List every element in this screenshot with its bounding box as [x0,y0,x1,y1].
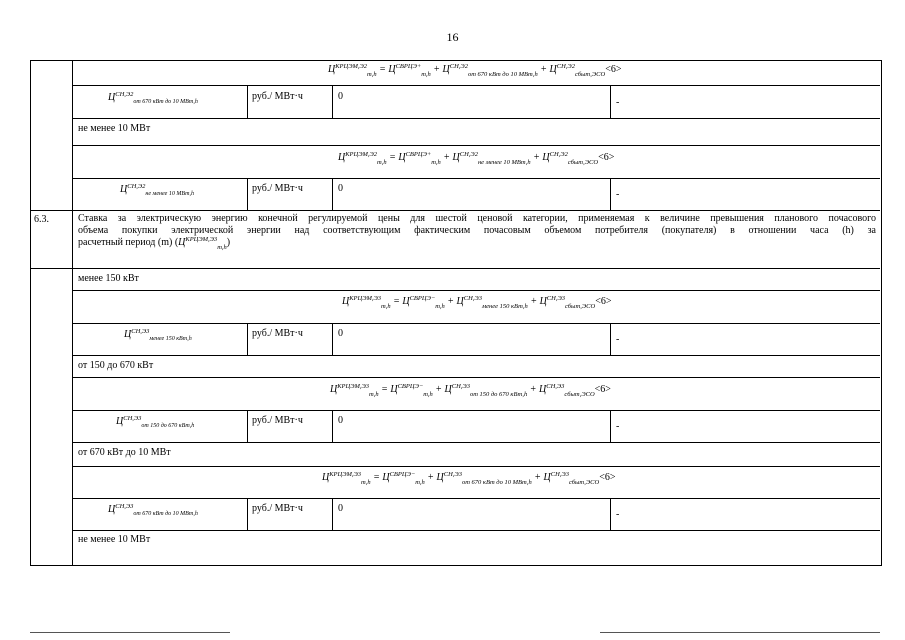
page-number: 16 [446,30,459,44]
scan-edge-line [600,632,880,633]
row-divider [30,210,880,211]
col-divider [247,323,248,355]
col-divider [247,498,248,530]
col-divider [332,178,333,210]
formula-e2-670-10: $Ц^{КРЦЭМ,Э2}_{m,h} = Ц^{СВРЦЭ+}_{m,h} + Ц^{СН,Э2}_{от 670 кВт до 10 МВт,h} + Ц^{СН,Э2}_{сбыт,ЭСО}<6>$ [328,63,622,78]
formula-e3-670-10: $Ц^{КРЦЭМ,Э3}_{m,h} = Ц^{СВРЦЭ-}_{m,h} + Ц^{СН,Э3}_{от 670 кВт до 10 МВт,h} + Ц^{СН,Э3}_{сбыт,ЭСО}<6>$ [322,471,616,486]
col-divider [247,410,248,442]
group-label: менее 150 кВт [78,273,139,284]
scan-edge-line [30,632,230,633]
dash-cell: - [616,509,620,520]
section-description: Ставка за электрическую энергию конечной регулируемой цены для шестой ценовой категории, применяемая к величине превышения планового почасового объема покупки электрической энергии над соответствующим фактическим почасовым объемом потребителя (покупателя) в отношении часа (h) за расчетный период (m) $(Ц^{КРЦЭМ,Э3}_{m,h})$ [78,213,876,251]
col-divider [332,323,333,355]
value-cell: 0 [338,183,343,194]
group-label: не менее 10 МВт [78,534,151,545]
value-cell: 0 [338,91,343,102]
unit-label: руб./ МВт·ч [252,503,303,514]
row-divider [72,290,880,291]
dash-cell: - [616,189,620,200]
row-divider [72,118,880,119]
row-divider [72,530,880,531]
col-divider [610,323,611,355]
col-divider [332,85,333,118]
tariff-symbol: $Ц^{СН,Э3}_{менее 150 кВт,h}$ [124,328,192,342]
col-divider-number [72,60,73,565]
col-divider [610,410,611,442]
row-divider [72,178,880,179]
group-label: не менее 10 МВт [78,123,151,134]
col-divider [610,498,611,530]
row-divider [72,355,880,356]
group-label: от 670 кВт до 10 МВт [78,447,171,458]
section-number: 6.3. [34,214,49,225]
value-cell: 0 [338,328,343,339]
row-divider [72,442,880,443]
row-divider [72,323,880,324]
row-divider [72,466,880,467]
col-divider [247,178,248,210]
tariff-symbol: $Ц^{СН,Э3}_{от 670 кВт до 10 МВт,h}$ [108,503,198,517]
unit-label: руб./ МВт·ч [252,328,303,339]
formula-e2-10: $Ц^{КРЦЭМ,Э2}_{m,h} = Ц^{СВРЦЭ+}_{m,h} + Ц^{СН,Э2}_{не менее 10 МВт,h} + Ц^{СН,Э2}_{сбыт,ЭСО}<6>$ [338,151,615,166]
row-divider [72,410,880,411]
dash-cell: - [616,334,620,345]
col-divider [247,85,248,118]
col-divider [610,178,611,210]
col-divider [332,410,333,442]
row-divider [72,145,880,146]
tariff-symbol: $Ц^{СН,Э2}_{не менее 10 МВт,h}$ [120,183,195,197]
row-divider [72,498,880,499]
dash-cell: - [616,421,620,432]
row-divider [72,85,880,86]
dash-cell: - [616,97,620,108]
col-divider [610,85,611,118]
tariff-symbol: $Ц^{СН,Э3}_{от 150 до 670 кВт,h}$ [116,415,195,429]
unit-label: руб./ МВт·ч [252,415,303,426]
row-divider [72,377,880,378]
formula-e3-150: $Ц^{КРЦЭМ,Э3}_{m,h} = Ц^{СВРЦЭ-}_{m,h} + Ц^{СН,Э3}_{менее 150 кВт,h} + Ц^{СН,Э3}_{сбыт,ЭСО}<6>$ [342,295,612,310]
value-cell: 0 [338,503,343,514]
unit-label: руб./ МВт·ч [252,91,303,102]
formula-e3-150-670: $Ц^{КРЦЭМ,Э3}_{m,h} = Ц^{СВРЦЭ-}_{m,h} + Ц^{СН,Э3}_{от 150 до 670 кВт,h} + Ц^{СН,Э3}_{сбыт,ЭСО}<6>$ [330,383,611,398]
table-frame [30,60,882,566]
group-label: от 150 до 670 кВт [78,360,154,371]
row-divider [30,268,880,269]
unit-label: руб./ МВт·ч [252,183,303,194]
value-cell: 0 [338,415,343,426]
col-divider [332,498,333,530]
tariff-symbol: $Ц^{СН,Э2}_{от 670 кВт до 10 МВт,h}$ [108,91,198,105]
